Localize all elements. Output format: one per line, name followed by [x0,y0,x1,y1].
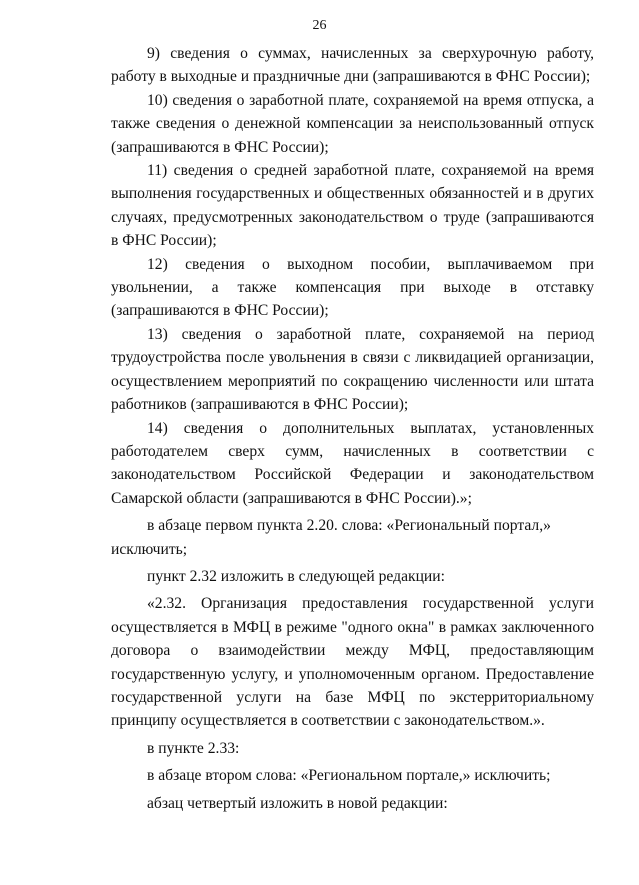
amendment-paragraph: в абзаце втором слова: «Региональном портале,» исключить; [147,767,551,785]
list-item: 13) сведения о заработной плате, сохраняемой на период трудоустройства после увольнения в связи с ликвидацией организации, осуществлением мероприятий по сокращению численности или штата работников (запрашиваются в ФНС России); [111,325,594,414]
quoted-clause: «2.32. Организация предоставления государственной услуги осуществляется в МФЦ в режиме "одного окна" в рамках заключенного договора о взаимодействии между МФЦ, предоставляющим государственную услугу, и уполномоченным органом. Предоставление государственной услуги на базе МФЦ по экстерриториальному принципу осуществляется в соответствии с законодательством.». [111,595,594,730]
list-item: 11) сведения о средней заработной плате, сохраняемой на время выполнения государственных и общественных обязанностей и в других случаях, предусмотренных законодательством о труде (запрашиваются в ФНС России); [111,162,594,250]
amendment-paragraph: пункт 2.32 изложить в следующей редакции: [147,567,445,585]
list-item: 12) сведения о выходном пособии, выплачиваемом при увольнении, а также компенсация при выходе в отставку (запрашиваются в ФНС России); [111,255,594,320]
amendment-paragraph: в пункте 2.33: [147,739,240,757]
list-item: 10) сведения о заработной плате, сохраняемой на время отпуска, а также сведения о денежной компенсации за неиспользованный отпуск (запрашиваются в ФНС России); [111,91,594,156]
list-item: 14) сведения о дополнительных выплатах, установленных работодателем сверх сумм, начисленных в соответствии с законодательством Российской Федерации и законодательством Самарской области (запрашиваются в ФНС России).»; [111,419,594,507]
page-number: 26 [312,18,327,33]
list-item: 9) сведения о суммах, начисленных за сверхурочную работу, работу в выходные и праздничные дни (запрашиваются в ФНС России); [111,45,594,86]
amendment-paragraph: абзац четвертый изложить в новой редакции: [147,794,448,812]
document-body [111,42,594,815]
amendment-paragraph: в абзаце первом пункта 2.20. слова: «Региональный портал,» исключить; [111,517,551,558]
